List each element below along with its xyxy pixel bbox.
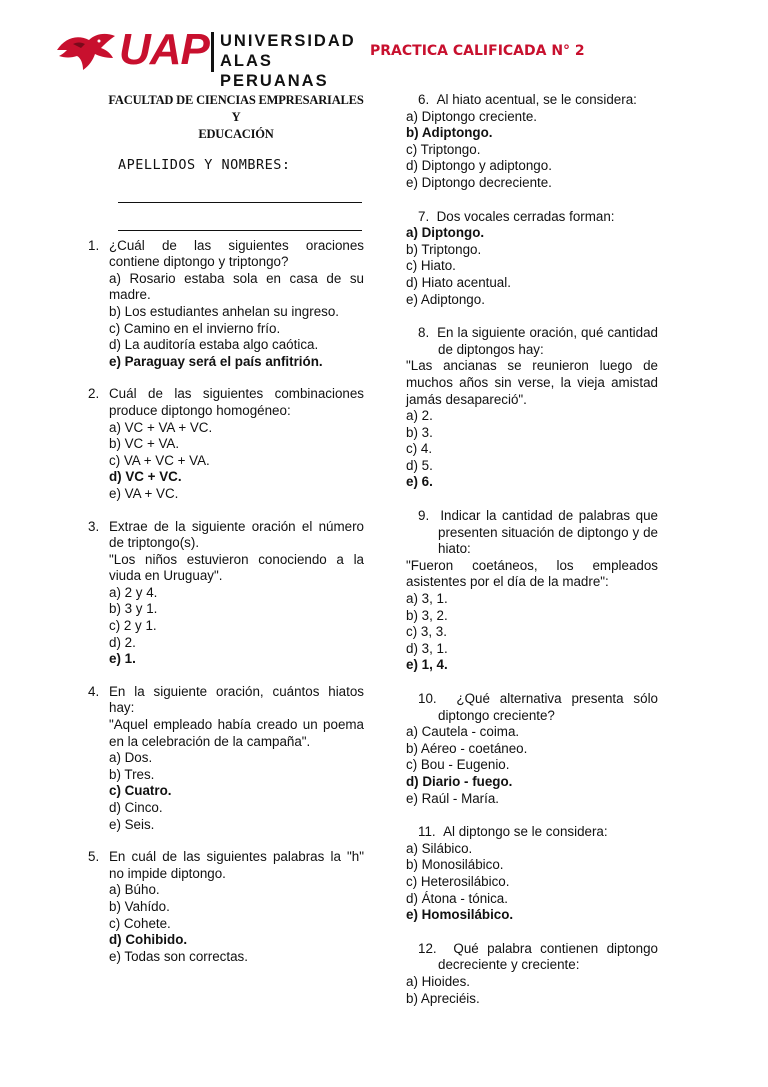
answer-option: b) VC + VA. — [109, 436, 180, 452]
correct-option: e) Paraguay será el país anfitrión. — [109, 353, 323, 369]
question-quote: "Fueron coetáneos, los empleados asistentes por el día de la madre": — [406, 557, 658, 590]
answer-option: c) 3, 3. — [406, 624, 447, 640]
question-stem — [412, 941, 658, 974]
correct-option: e) 1, 4. — [406, 657, 448, 673]
question-block — [0, 849, 364, 965]
answer-option: d) Diptongo y adiptongo. — [406, 158, 552, 174]
question-quote: "Los niños estuvieron conociendo a la viuda en Uruguay". — [109, 551, 364, 584]
answer-option: a) Hioides. — [406, 973, 471, 989]
question-block — [406, 209, 658, 309]
answer-option: c) 2 y 1. — [109, 618, 157, 634]
logo-uap-text: UAP — [119, 25, 209, 74]
answer-option: a) Rosario estaba sola en casa de su madre. — [109, 270, 364, 303]
answer-option: c) Triptongo. — [406, 141, 481, 157]
answer-option: a) Dos. — [109, 750, 153, 766]
answer-option: a) Diptongo creciente. — [406, 108, 538, 124]
question-stem — [412, 824, 658, 841]
condor-emblem-icon — [55, 28, 119, 74]
question-number: 4. — [88, 683, 100, 699]
answer-option: b) 3. — [406, 424, 433, 440]
uap-logo — [55, 25, 365, 90]
answer-option: a) 2 y 4. — [109, 584, 158, 600]
correct-option: e) 6. — [406, 474, 433, 490]
answer-option: c) Hiato. — [406, 258, 456, 274]
correct-option: c) Cuatro. — [109, 783, 172, 799]
question-stem — [412, 209, 658, 226]
answer-option: d) 5. — [406, 457, 433, 473]
correct-option: a) Diptongo. — [406, 225, 485, 241]
answer-option: d) Hiato acentual. — [406, 274, 511, 290]
answer-option: d) La auditoría estaba algo caótica. — [109, 337, 319, 353]
page-title: PRACTICA CALIFICADA N° 2 — [370, 43, 585, 59]
correct-option: d) Cohibido. — [109, 932, 188, 948]
question-number: 3. — [88, 518, 100, 534]
logo-university-name — [220, 31, 365, 91]
answer-option: c) Cohete. — [109, 915, 171, 931]
question-stem: Extrae de la siguiente oración el número de triptongo(s). — [109, 518, 364, 551]
question-quote: "Las ancianas se reunieron luego de muchos años sin verse, la vieja amistad jamás desapareció". — [406, 358, 658, 407]
answer-option: e) Todas son correctas. — [109, 948, 248, 964]
answer-option: a) 3, 1. — [406, 591, 448, 607]
question-stem-text: Al hiato acentual, se le considera: — [436, 92, 637, 107]
question-stem-text: Al diptongo se le considera: — [443, 824, 608, 840]
answer-option: e) Seis. — [109, 816, 155, 832]
question-number: 11. — [418, 824, 436, 840]
left-question-list — [0, 238, 364, 966]
answer-option: a) Silábico. — [406, 840, 473, 856]
answer-option: c) Heterosilábico. — [406, 873, 510, 889]
logo-divider — [211, 32, 214, 72]
faculty-line-2: EDUCACIÓN — [198, 127, 274, 141]
page-header — [0, 0, 768, 90]
question-quote: "Aquel empleado había creado un poema en la celebración de la campaña". — [109, 717, 364, 749]
question-number: 12. — [418, 940, 437, 956]
question-block — [406, 508, 658, 674]
answer-option: e) Raúl - María. — [406, 790, 500, 806]
answer-option: e) Adiptongo. — [406, 291, 485, 307]
question-block — [0, 684, 364, 833]
answer-option: c) Camino en el invierno frío. — [109, 320, 281, 336]
question-stem: En la siguiente oración, cuántos hiatos hay: — [109, 683, 364, 716]
question-stem — [412, 325, 658, 358]
answer-option: c) VA + VC + VA. — [109, 452, 210, 468]
question-stem-text: En la siguiente oración, qué cantidad de diptongos hay: — [437, 325, 658, 357]
question-number: 9. — [418, 508, 430, 524]
correct-option: d) VC + VC. — [109, 469, 182, 485]
question-number: 2. — [88, 386, 100, 402]
answer-option: d) Átona - tónica. — [406, 890, 508, 906]
answer-option: b) Monosilábico. — [406, 857, 504, 873]
name-blank-line[interactable] — [118, 230, 362, 231]
answer-option: b) Tres. — [109, 766, 155, 782]
answer-option: b) Los estudiantes anhelan su ingreso. — [109, 303, 340, 319]
question-block — [406, 92, 658, 192]
answer-option: b) Apreciéis. — [406, 990, 480, 1006]
answer-option: c) Bou - Eugenio. — [406, 757, 510, 773]
answer-option: b) 3, 2. — [406, 607, 448, 623]
faculty-line-1: FACULTAD DE CIENCIAS EMPRESARIALES Y — [108, 93, 364, 124]
question-number: 5. — [88, 849, 100, 865]
question-stem — [412, 691, 658, 724]
answer-option: e) Diptongo decreciente. — [406, 174, 552, 190]
left-column — [84, 92, 364, 965]
question-block — [406, 691, 658, 807]
question-stem — [412, 92, 658, 109]
answer-option: a) VC + VA + VC. — [109, 419, 213, 435]
answer-option: a) 2. — [406, 408, 433, 424]
answer-option: a) Cautela - coima. — [406, 724, 520, 740]
correct-option: d) Diario - fuego. — [406, 773, 513, 789]
answer-option: b) Vahído. — [109, 898, 170, 914]
question-stem-text: Qué palabra contienen diptongo decreciente y creciente: — [438, 940, 658, 973]
question-block — [406, 941, 658, 1007]
answer-option: d) Cinco. — [109, 800, 163, 815]
question-block — [0, 238, 364, 371]
answer-option: d) 3, 1. — [406, 640, 448, 656]
correct-option: e) 1. — [109, 651, 136, 667]
name-label: APELLIDOS Y NOMBRES: — [118, 157, 291, 173]
question-stem-text: ¿Qué alternativa presenta sólo diptongo creciente? — [438, 691, 659, 723]
answer-option: d) 2. — [109, 634, 136, 650]
question-number: 8. — [418, 325, 430, 341]
answer-option: b) 3 y 1. — [109, 601, 158, 617]
answer-option: c) 4. — [406, 441, 433, 457]
question-number: 6. — [418, 92, 430, 107]
answer-option: e) VA + VC. — [109, 485, 179, 501]
question-stem: Cuál de las siguientes combinaciones produce diptongo homogéneo: — [109, 386, 364, 418]
right-question-list — [406, 92, 658, 1007]
question-block — [406, 824, 658, 924]
question-block — [0, 386, 364, 502]
right-column — [406, 92, 658, 1007]
question-stem: En cuál de las siguientes palabras la "h" no impide diptongo. — [109, 849, 364, 881]
correct-option: b) Adiptongo. — [406, 125, 493, 141]
logo-line-2: ALAS PERUANAS — [220, 52, 329, 90]
question-number: 1. — [88, 237, 100, 253]
faculty-heading — [108, 92, 364, 143]
answer-option: a) Búho. — [109, 882, 160, 898]
question-number: 10. — [418, 691, 437, 706]
question-stem-text: Indicar la cantidad de palabras que presenten situación de diptongo y de hiato: — [438, 508, 658, 557]
answer-option: b) Triptongo. — [406, 241, 482, 257]
question-block — [406, 325, 658, 491]
question-stem: ¿Cuál de las siguientes oraciones contiene diptongo y triptongo? — [109, 237, 364, 270]
answer-option: b) Aéreo - coetáneo. — [406, 740, 528, 756]
question-block — [0, 519, 364, 668]
correct-option: e) Homosilábico. — [406, 907, 514, 923]
question-stem-text: Dos vocales cerradas forman: — [436, 208, 615, 224]
logo-line-1: UNIVERSIDAD — [220, 32, 356, 50]
name-blank-line[interactable] — [118, 202, 362, 203]
question-number: 7. — [418, 208, 430, 224]
question-stem — [412, 508, 658, 558]
